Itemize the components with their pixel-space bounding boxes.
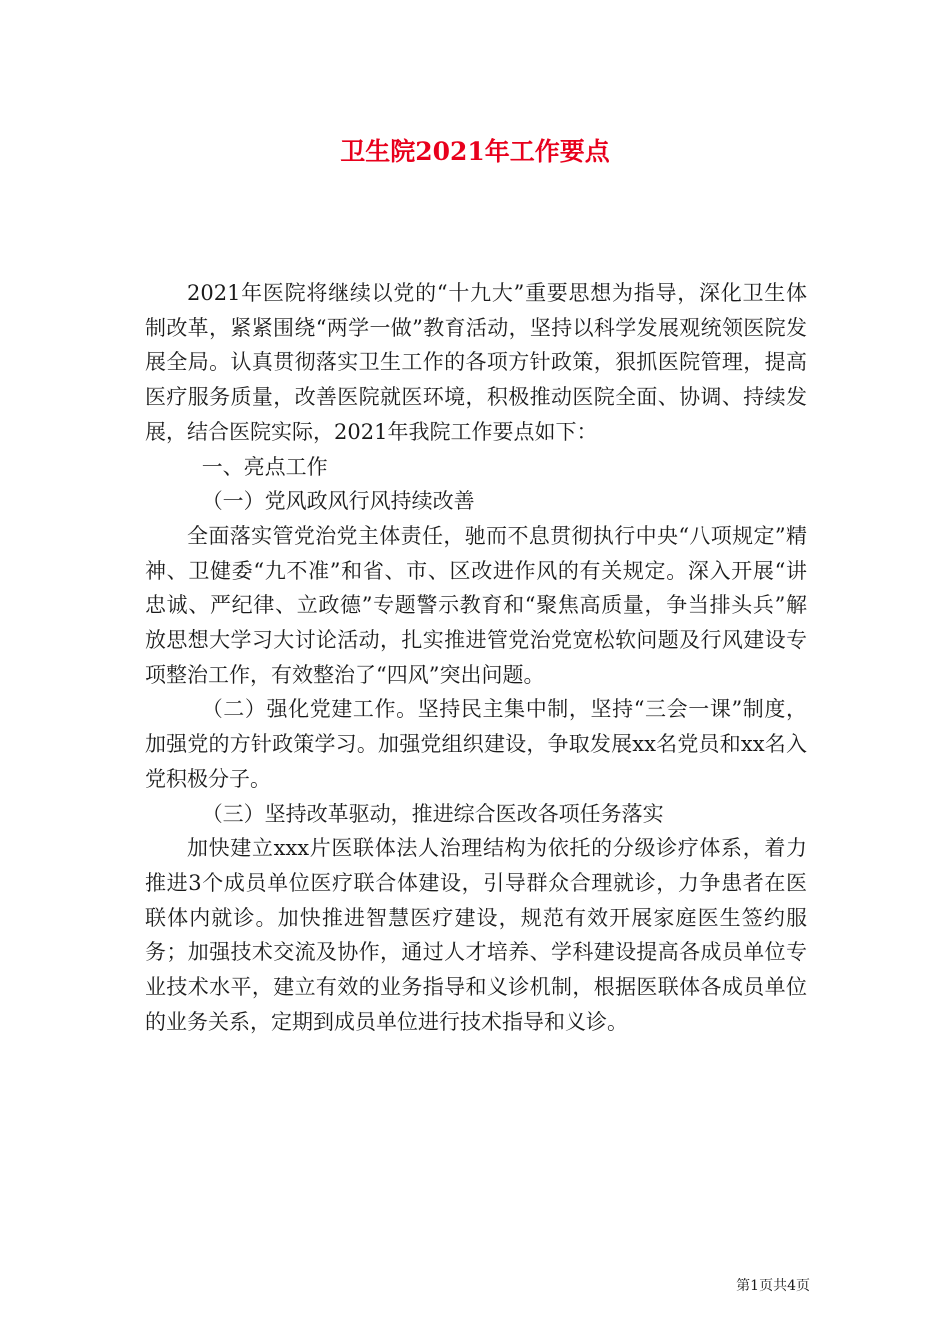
subsection-heading-3: （三）坚持改革驱动，推进综合医改各项任务落实 xyxy=(201,801,664,826)
page-number: 第1页共4页 xyxy=(736,1278,810,1294)
document-body xyxy=(145,276,807,1039)
section-heading-highlights: 一、亮点工作 xyxy=(201,454,328,479)
paragraph-party-building: （二）强化党建工作。坚持民主集中制，坚持“三会一课”制度，加强党的方针政策学习。加强党组织建设，争取发展xx名党员和xx名入党积极分子。 xyxy=(145,697,807,791)
paragraph-medical-reform: 加快建立xxx片医联体法人治理结构为依托的分级诊疗体系，着力推进3个成员单位医疗联合体建设，引导群众合理就诊，力争患者在医联体内就诊。加快推进智慧医疗建设，规范有效开展家庭医生签约服务；加强技术交流及协作，通过人才培养、学科建设提高各成员单位专业技术水平，建立有效的业务指导和义诊机制，根据医联体各成员单位的业务关系，定期到成员单位进行技术指导和义诊。 xyxy=(145,836,807,1034)
paragraph-intro: 2021年医院将继续以党的“十九大”重要思想为指导，深化卫生体制改革，紧紧围绕“两学一做”教育活动，坚持以科学发展观统领医院发展全局。认真贯彻落实卫生工作的各项方针政策，狠抓医院管理，提高医疗服务质量，改善医院就医环境，积极推动医院全面、协调、持续发展，结合医院实际，2021年我院工作要点如下： xyxy=(145,281,807,444)
subsection-heading-1: （一）党风政风行风持续改善 xyxy=(201,489,475,514)
paragraph-party-conduct: 全面落实管党治党主体责任，驰而不息贯彻执行中央“八项规定”精神、卫健委“九不准”和省、市、区改进作风的有关规定。深入开展“讲忠诚、严纪律、立政德”专题警示教育和“聚焦高质量，争当排头兵”解放思想大学习大讨论活动，扎实推进管党治党宽松软问题及行风建设专项整治工作，有效整治了“四风”突出问题。 xyxy=(145,523,807,687)
document-title: 卫生院2021年工作要点 xyxy=(340,137,610,166)
